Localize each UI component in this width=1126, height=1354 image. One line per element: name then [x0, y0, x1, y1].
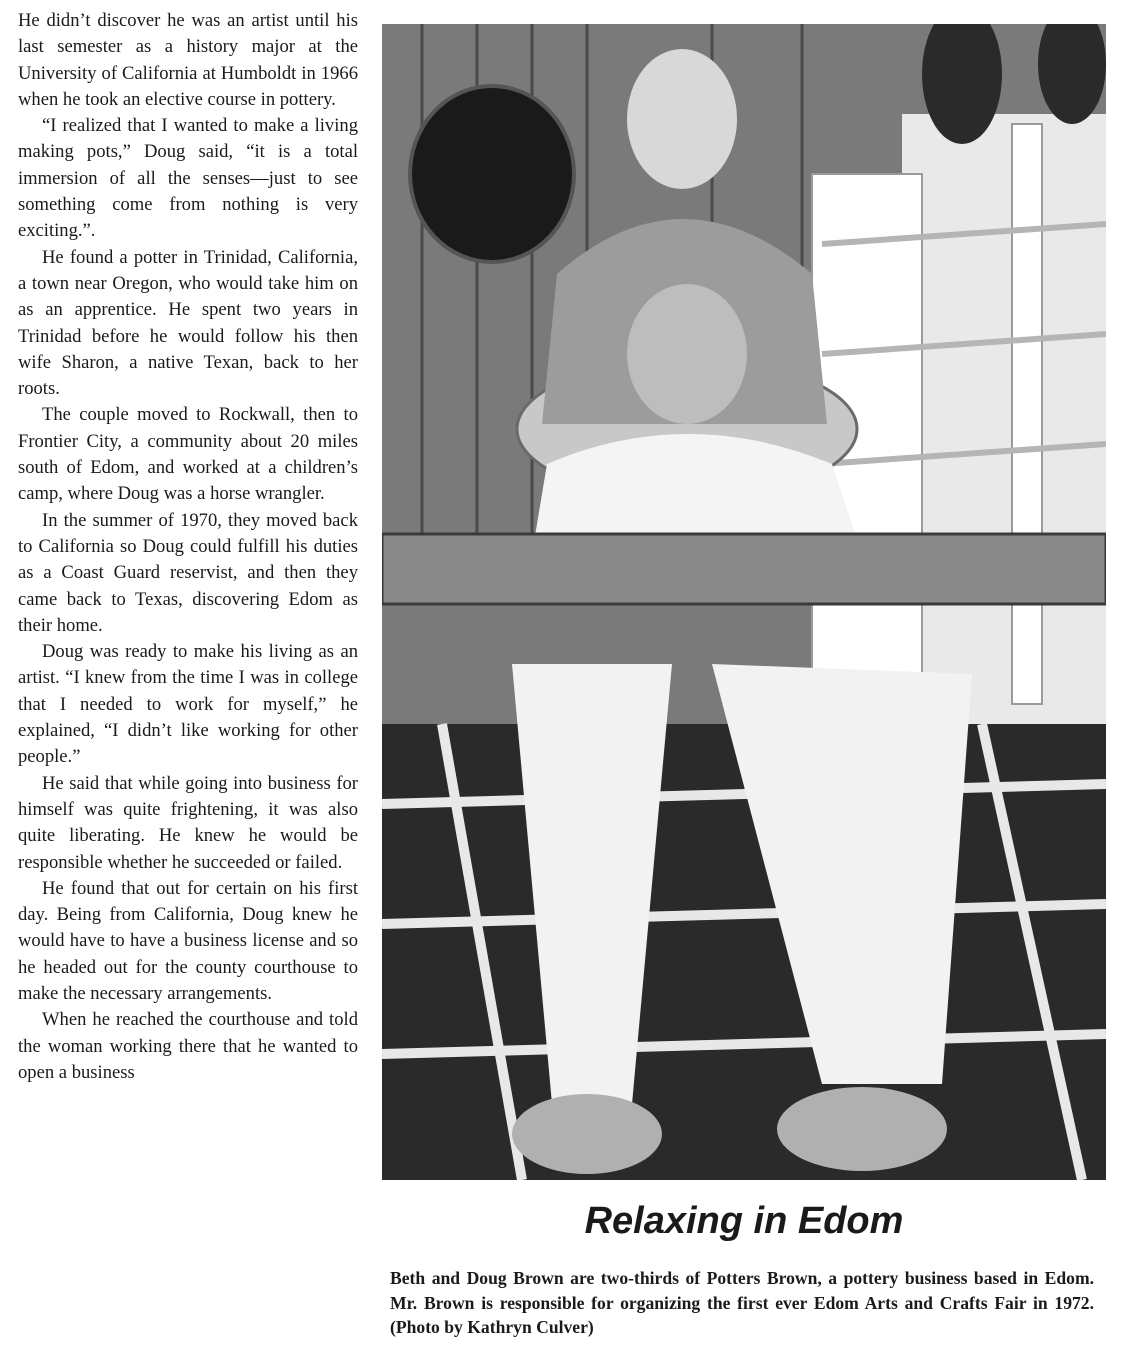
photo-caption: Beth and Doug Brown are two-thirds of Potters Brown, a pottery business based in Edom. Mr. Brown is responsible for organizing the first ever Edom Arts and Crafts Fair in 1972. (Photo by Kathryn Culver): [390, 1268, 1094, 1337]
photo-headline: Relaxing in Edom: [584, 1200, 904, 1242]
news-photo: [382, 24, 1106, 1180]
article-paragraph: Doug was ready to make his living as an artist. “I knew from the time I was in college that I needed to work for myself,” he explained, “I didn’t like working for other people.”: [18, 641, 358, 768]
article-paragraph: In the summer of 1970, they moved back to California so Doug could fulfill his duties as a Coast Guard reservist, and then they came back to Texas, discovering Edom as their home.: [18, 509, 358, 636]
article-paragraph: When he reached the courthouse and told the woman working there that he wanted to open a business: [18, 1009, 358, 1083]
article-paragraph: He didn’t discover he was an artist until his last semester as a history major at the University of California at Humboldt in 1966 when he took an elective course in pottery.: [18, 10, 358, 110]
article-paragraph: He found that out for certain on his first day. Being from California, Doug knew he would have to have a business license and so he headed out for the county courthouse to make the necessary arrangements.: [18, 877, 358, 1004]
article-paragraph: He found a potter in Trinidad, California, a town near Oregon, who would take him on as an apprentice. He spent two years in Trinidad before he would follow his then wife Sharon, a native Texan, back to her roots.: [18, 246, 358, 400]
article-paragraph: He said that while going into business for himself was quite frightening, it was also quite liberating. He knew he would be responsible whether he succeeded or failed.: [18, 772, 358, 873]
article-paragraph: The couple moved to Rockwall, then to Frontier City, a community about 20 miles south of Edom, and worked at a children’s camp, where Doug was a horse wrangler.: [18, 404, 358, 505]
article-column: [18, 8, 358, 1086]
article-paragraph: “I realized that I wanted to make a living making pots,” Doug said, “it is a total immersion of all the senses—just to see something come from nothing is very exciting.”.: [18, 115, 358, 242]
photo-illustration: [382, 24, 1106, 1180]
